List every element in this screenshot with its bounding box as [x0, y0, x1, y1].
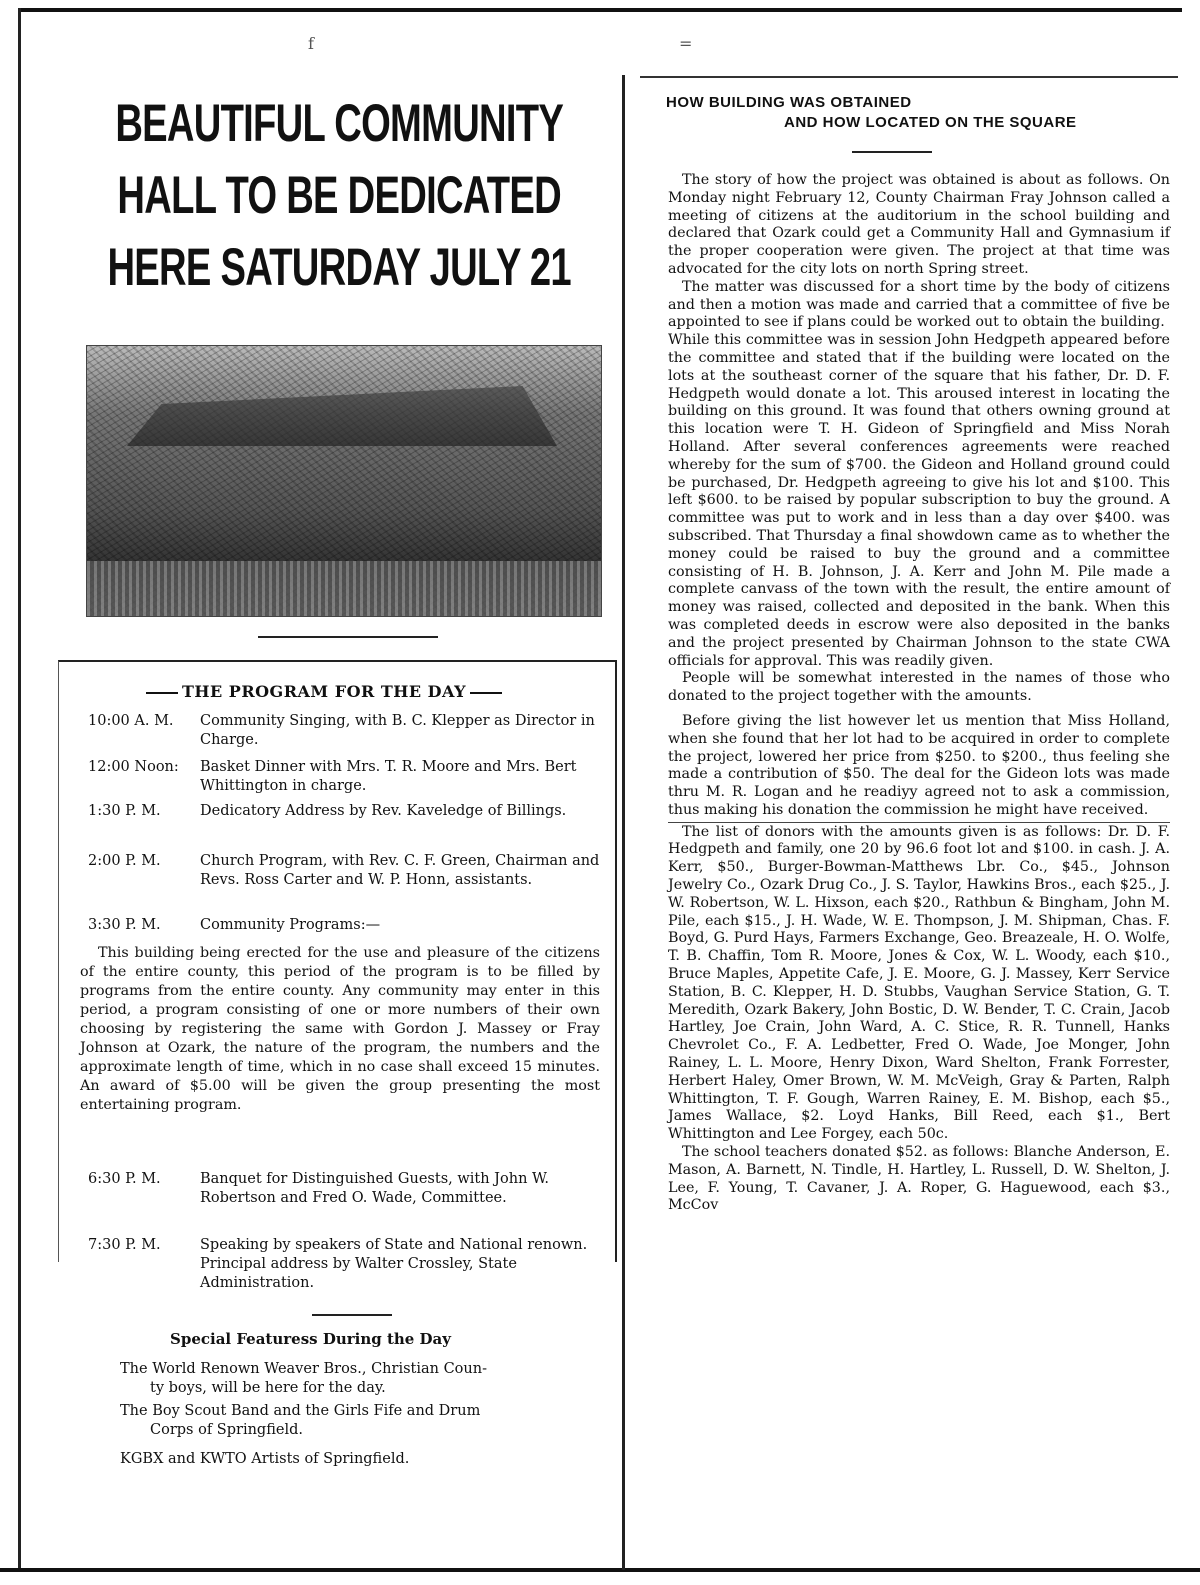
headline-line-3: HERE SATURDAY JULY 21: [107, 238, 571, 297]
community-programs-paragraph: This building being erected for the use and pleasure of the citizens of the entire county, this period of the program is to be filled by programs from the entire county. Any community may enter in this period, a program consisting of one or more numbers of their own choosing by registering the same with Gordon J. Massey or Fray Johnson at Ozark, the nature of the program, the numbers and the approximate length of time, which in no case shall exceed 15 minutes. An award of $5.00 will be given the group presenting the most entertaining program.: [80, 945, 600, 1113]
article-head-rule: [852, 151, 932, 153]
headline-line-2: HALL TO BE DEDICATED: [117, 166, 561, 225]
feature-line: ty boys, will be here for the day.: [150, 1380, 386, 1396]
program-desc: Dedicatory Address by Rev. Kaveledge of Billings.: [200, 803, 567, 819]
program-item: [88, 1236, 608, 1293]
headline: [62, 88, 616, 304]
right-column-top-rule: [640, 76, 1178, 78]
left-border: [18, 8, 21, 1568]
program-time: 3:30 P. M.: [88, 917, 161, 933]
program-desc: Community Programs:—: [200, 917, 381, 933]
article-headline-line-1: HOW BUILDING WAS OBTAINED: [666, 94, 912, 111]
feature-item: [120, 1402, 600, 1440]
program-item: [88, 852, 608, 890]
feature-line: Corps of Springfield.: [150, 1422, 303, 1438]
page-marks: f =: [308, 34, 873, 53]
program-time: 12:00 Noon:: [88, 759, 179, 775]
bottom-border: [0, 1568, 1200, 1572]
headline-line-1: BEAUTIFUL COMMUNITY: [115, 94, 564, 153]
top-border: [18, 8, 1182, 12]
teachers-paragraph: The school teachers donated $52. as follows: Blanche Anderson, E. Mason, A. Barnett, N. Tindle, H. Hartley, L. Russell, D. W. Shelton, J. Lee, F. Young, T. Cavaner, J. A. Roper, G. Haguewood, each $3., McCov: [668, 1144, 1170, 1214]
feature-line: The Boy Scout Band and the Girls Fife and Drum: [120, 1403, 481, 1419]
special-features-title: Special Featuress During the Day: [170, 1330, 451, 1348]
donor-list-rule: [668, 822, 1170, 823]
article-paragraph: People will be somewhat interested in the names of those who donated to the project together with the amounts.: [668, 670, 1170, 705]
program-time: 1:30 P. M.: [88, 803, 161, 819]
program-item: [88, 916, 608, 935]
section-rule: [312, 1314, 392, 1316]
article-paragraph: While this committee was in session John Hedgpeth appeared before the committee and stated that if the building were located on the lots at the southeast corner of the square that his father, Dr. D. F. Hedgpeth would donate a lot. This aroused interest in locating the building on this ground. It was found that others owning ground at this location were T. H. Gideon of Springfield and Miss Norah Holland. After several conferences agreements were reached whereby for the sum of $700. the Gideon and Holland ground could be purchased, Dr. Hedgpeth agreeing to give his lot and $100. This left $600. to be raised by popular subscription to buy the ground. A committee was put to work and in less than a day over $400. was subscribed. That Thursday a final showdown came as to whether the money could be raised to buy the ground and a committee consisting of H. B. Johnson, J. A. Kerr and John M. Pile made a complete canvass of the town with the result, the entire amount of money was raised, collected and deposited in the bank. When this was completed deeds in escrow were also deposited in the banks and the project presented by Chairman Johnson to the state CWA officials for approval. This was readily given.: [668, 332, 1170, 669]
photo-rule: [258, 636, 438, 638]
feature-line: KGBX and KWTO Artists of Springfield.: [120, 1451, 410, 1467]
article-paragraph: Before giving the list however let us mention that Miss Holland, when she found that her lot had to be acquired in order to complete the project, lowered her price from $250. to $200., thus feeling she made a contribution of $50. The deal for the Gideon lots was made thru M. R. Logan and he readiyy agreed not to ask a commission, thus making his donation the commission he might have received.: [668, 712, 1170, 818]
program-time: 2:00 P. M.: [88, 853, 161, 869]
program-desc: Church Program, with Rev. C. F. Green, Chairman and Revs. Ross Carter and W. P. Honn, assistants.: [200, 853, 600, 888]
column-divider: [622, 75, 625, 1570]
program-desc: Banquet for Distinguished Guests, with John W. Robertson and Fred O. Wade, Committee.: [200, 1171, 549, 1206]
program-item: [88, 758, 608, 796]
program-item: [88, 1170, 608, 1208]
photo-building-roof: [127, 386, 557, 446]
program-desc: Speaking by speakers of State and National renown. Principal address by Walter Crossley, State Administration.: [200, 1237, 588, 1291]
program-title: THE PROGRAM FOR THE DAY: [142, 682, 506, 701]
article-paragraph: The matter was discussed for a short time by the body of citizens and then a motion was made and carried that a committee of five be appointed to see if plans could be worked out to obtain the building.: [668, 278, 1170, 331]
article-body: [668, 172, 1170, 1215]
donor-list-paragraph: The list of donors with the amounts given is as follows: Dr. D. F. Hedgpeth and family, one 20 by 96.6 foot lot and $100. in cash. J. A. Kerr, $50., Burger-Bowman-Matthews Lbr. Co., $45., Johnson Jewelry Co., Ozark Drug Co., J. S. Taylor, Hawkins Bros., each $25., J. W. Robertson, W. L. Hixson, each $20., Rathbun & Bingham, John M. Pile, each $15., J. H. Wade, W. E. Thompson, J. M. Shipman, Chas. F. Boyd, G. Purd Hays, Farmers Exchange, Geo. Breazeale, H. O. Wolfe, T. B. Chaffin, Tom R. Moore, Jones & Cox, W. L. Woody, each $10., Bruce Maples, Appetite Cafe, J. E. Moore, G. J. Massey, Kerr Service Station, B. C. Klepper, H. D. Stubbs, Vaughan Service Station, G. T. Meredith, Ozark Bakery, John Bostic, D. W. Bender, T. C. Crain, Jacob Hartley, Joe Crain, John Ward, A. C. Stice, R. R. Tunnell, Hanks Chevrolet Co., F. A. Ledbetter, Fred O. Wade, Joe Monger, John Rainey, L. L. Moore, Henry Dixon, Ward Shelton, Frank Forrester, Herbert Haley, Omer Brown, W. M. McVeigh, Gray & Parten, Ralph Whittington, T. F. Gough, Warren Rainey, E. M. Bishop, each $5., James Wallace, $2. Loyd Hanks, Bill Reed, each $1., Bert Whittington and Lee Forgey, each 50c.: [668, 823, 1170, 1143]
feature-item: [120, 1360, 600, 1398]
program-desc: Community Singing, with B. C. Klepper as Director in Charge.: [200, 713, 595, 748]
feature-item: [120, 1450, 600, 1469]
program-time: 6:30 P. M.: [88, 1171, 161, 1187]
article-headline-line-2: AND HOW LOCATED ON THE SQUARE: [784, 114, 1077, 131]
program-time: 7:30 P. M.: [88, 1237, 161, 1253]
article-paragraph: The story of how the project was obtained is about as follows. On Monday night February 12, County Chairman Fray Johnson called a meeting of citizens at the auditorium in the school building and declared that Ozark could get a Community Hall and Gymnasium if the proper cooperation were given. The project at that time was advocated for the city lots on north Spring street.: [668, 172, 1170, 277]
program-time: 10:00 A. M.: [88, 713, 174, 729]
community-hall-photo: [86, 345, 602, 617]
photo-ground: [87, 561, 601, 616]
feature-line: The World Renown Weaver Bros., Christian Coun-: [120, 1361, 487, 1377]
program-item: [88, 712, 608, 750]
program-desc: Basket Dinner with Mrs. T. R. Moore and Mrs. Bert Whittington in charge.: [200, 759, 577, 794]
program-item: [88, 802, 608, 821]
